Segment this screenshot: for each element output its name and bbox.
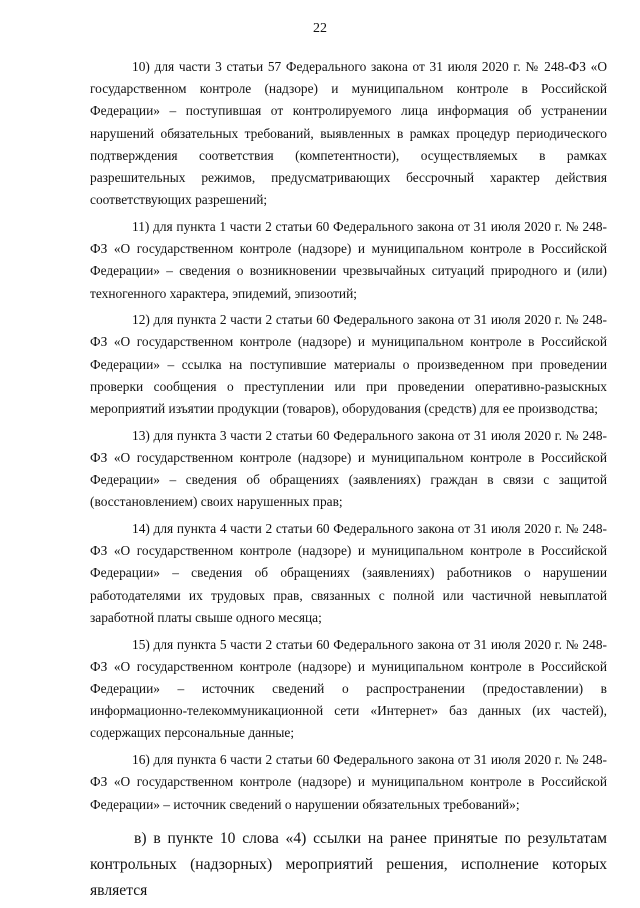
paragraph-item-16: 16) для пункта 6 части 2 статьи 60 Федерального закона от 31 июля 2020 г. № 248-ФЗ «О государственном контроле (надзоре) и муниципальном контроле в Российской Федерации» – источник сведений о нарушении обязательных требований»; (90, 752, 607, 812)
paragraph-item-12: 12) для пункта 2 части 2 статьи 60 Федерального закона от 31 июля 2020 г. № 248-ФЗ «О государственном контроле (надзоре) и муниципальном контроле в Российской Федерации» – ссылка на поступившие материалы о произведенном при проведении проверки сообщения о преступлении или при проведении оперативно-разыскных мероприятий изъятии продукции (товаров), оборудования (средств) для ее производства; (90, 312, 607, 417)
document-body (90, 56, 607, 908)
paragraph-item-13: 13) для пункта 3 части 2 статьи 60 Федерального закона от 31 июля 2020 г. № 248-ФЗ «О государственном контроле (надзоре) и муниципальном контроле в Российской Федерации» – сведения об обращениях (заявлениях) граждан в связи с защитой (восстановлением) своих нарушенных прав; (90, 427, 607, 510)
paragraph-item-11: 11) для пункта 1 части 2 статьи 60 Федерального закона от 31 июля 2020 г. № 248-ФЗ «О государственном контроле (надзоре) и муниципальном контроле в Российской Федерации» – сведения о возникновении чрезвычайных ситуаций природного и (или) техногенного характера, эпидемий, эпизоотий; (90, 218, 607, 301)
paragraph-item-15: 15) для пункта 5 части 2 статьи 60 Федерального закона от 31 июля 2020 г. № 248-ФЗ «О государственном контроле (надзоре) и муниципальном контроле в Российской Федерации» – источник сведений о распространении (предоставлении) в информационно-телекоммуникационной сети «Интернет» баз данных (их частей), содержащих персональные данные; (90, 636, 607, 741)
paragraph-item-10: 10) для части 3 статьи 57 Федерального закона от 31 июля 2020 г. № 248-ФЗ «О государственном контроле (надзоре) и муниципальном контроле в Российской Федерации» – поступившая от контролируемого лица информация об устранении нарушений обязательных требований, выявленных в рамках процедур периодического подтверждения соответствия (компетентности), осуществляемых в рамках разрешительных режимов, предусматривающих бессрочный характер действия соответствующих разрешений; (90, 59, 607, 208)
paragraph-subitem-v: в) в пункте 10 слова «4) ссылки на ранее принятые по результатам контрольных (надзорных) мероприятий решения, исполнение которых является (90, 829, 607, 899)
paragraph-item-14: 14) для пункта 4 части 2 статьи 60 Федерального закона от 31 июля 2020 г. № 248-ФЗ «О государственном контроле (надзоре) и муниципальном контроле в Российской Федерации» – сведения об обращениях (заявлениях) работников о нарушении работодателями их трудовых прав, связанных с полной или частичной невыплатой заработной платы свыше одного месяца; (90, 521, 607, 625)
page-number: 22 (313, 21, 327, 36)
